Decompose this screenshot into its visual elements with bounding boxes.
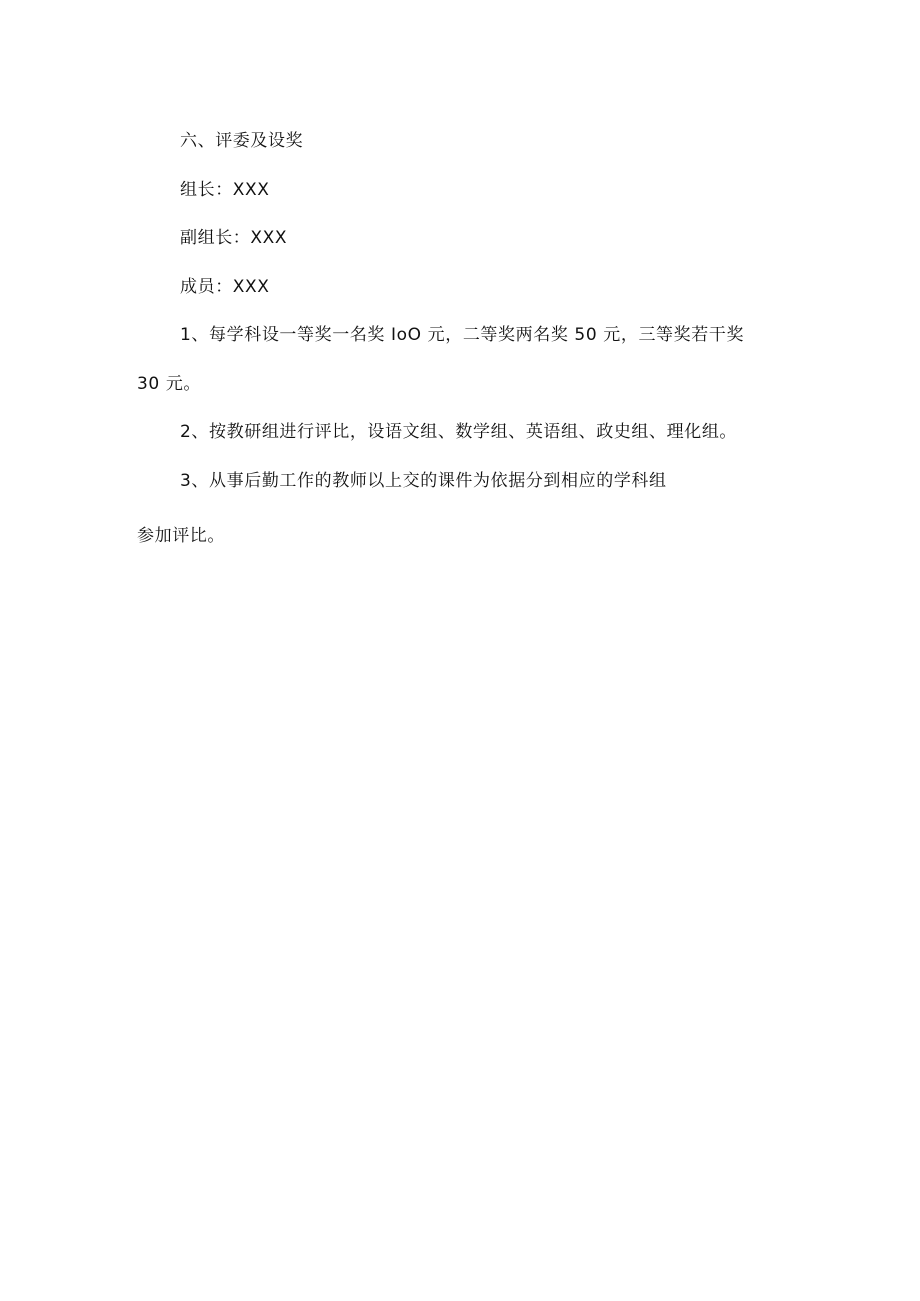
item1-paragraph-line2: 30 元。	[137, 374, 202, 394]
leader-line: 组长：XXX	[180, 180, 270, 200]
section-heading: 六、评委及设奖	[180, 131, 304, 151]
item2-paragraph: 2、按教研组进行评比，设语文组、数学组、英语组、政史组、理化组。	[180, 422, 738, 442]
members-line: 成员：XXX	[180, 277, 270, 297]
item3-paragraph-line2: 参加评比。	[137, 526, 225, 546]
deputy-leader-line: 副组长：XXX	[180, 228, 288, 248]
item1-paragraph-line1: 1、每学科设一等奖一名奖 IoO 元，二等奖两名奖 50 元，三等奖若干奖	[180, 325, 745, 345]
item3-paragraph-line1: 3、从事后勤工作的教师以上交的课件为依据分到相应的学科组	[180, 471, 667, 491]
